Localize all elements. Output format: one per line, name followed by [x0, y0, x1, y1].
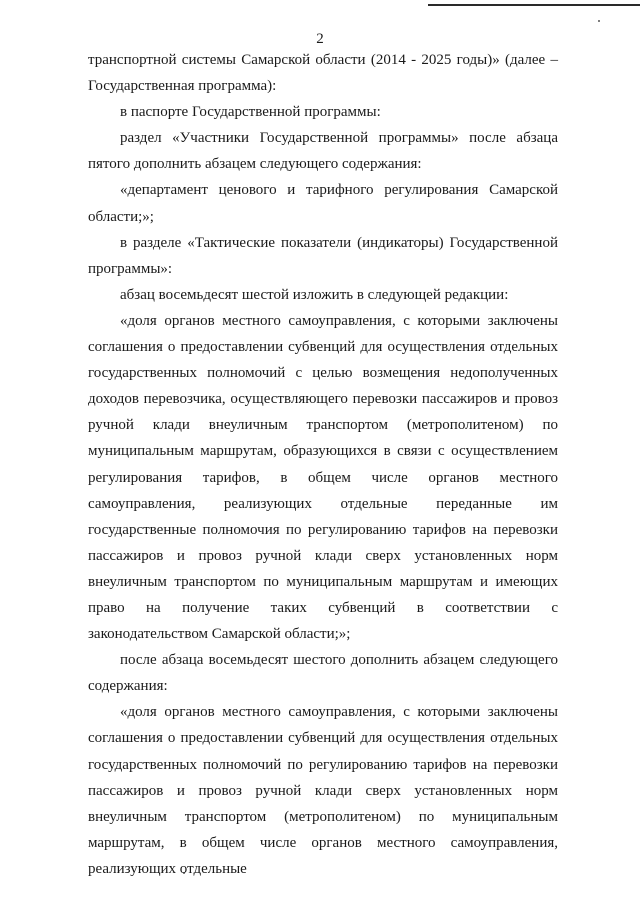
paragraph: в разделе «Тактические показатели (индикаторы) Государственной программы»:	[88, 234, 558, 277]
paragraph: в паспорте Государственной программы:	[120, 104, 381, 121]
paragraph: «департамент ценового и тарифного регулирования Самарской области;»;	[88, 182, 558, 225]
paragraph: раздел «Участники Государственной программы» после абзаца пятого дополнить абзацем следующего содержания:	[88, 130, 558, 173]
scan-speck	[598, 20, 600, 22]
document-body	[88, 47, 558, 882]
paragraph: абзац восемьдесят шестой изложить в следующей редакции:	[120, 286, 509, 303]
paragraph: «доля органов местного самоуправления, с которыми заключены соглашения о предоставлении субвенций для осуществления отдельных государственных полномочий с целью возмещения недополученных доходов перевозчика, осуществляющего перевозки пассажиров и провоз ручной клади внеуличным транспортом (метрополитеном) по муниципальным маршрутам, образующихся в связи с осуществлением регулирования тарифов, в общем числе органов местного самоуправления, реализующих отдельные переданные им государственные полномочия по регулированию тарифов на перевозки пассажиров и провоз ручной клади сверх установленных норм внеуличным транспортом по муниципальным маршрутам и имеющих право на получение таких субвенций в соответствии с законодательством Самарской области;»;	[88, 312, 558, 643]
paragraph: после абзаца восемьдесят шестого дополнить абзацем следующего содержания:	[88, 652, 558, 695]
paragraph: «доля органов местного самоуправления, с которыми заключены соглашения о предоставлении субвенций для осуществления отдельных государственных полномочий по регулированию тарифов на перевозки пассажиров и провоз ручной клади сверх установленных норм внеуличным транспортом (метрополитеном) по муниципальным маршрутам, в общем числе органов местного самоуправления, реализующих отдельные	[88, 704, 558, 877]
page-number: 2	[316, 31, 324, 47]
scan-edge-mark	[428, 4, 640, 6]
paragraph: транспортной системы Самарской области (2014 - 2025 годы)» (далее – Государственная программа):	[88, 52, 558, 95]
